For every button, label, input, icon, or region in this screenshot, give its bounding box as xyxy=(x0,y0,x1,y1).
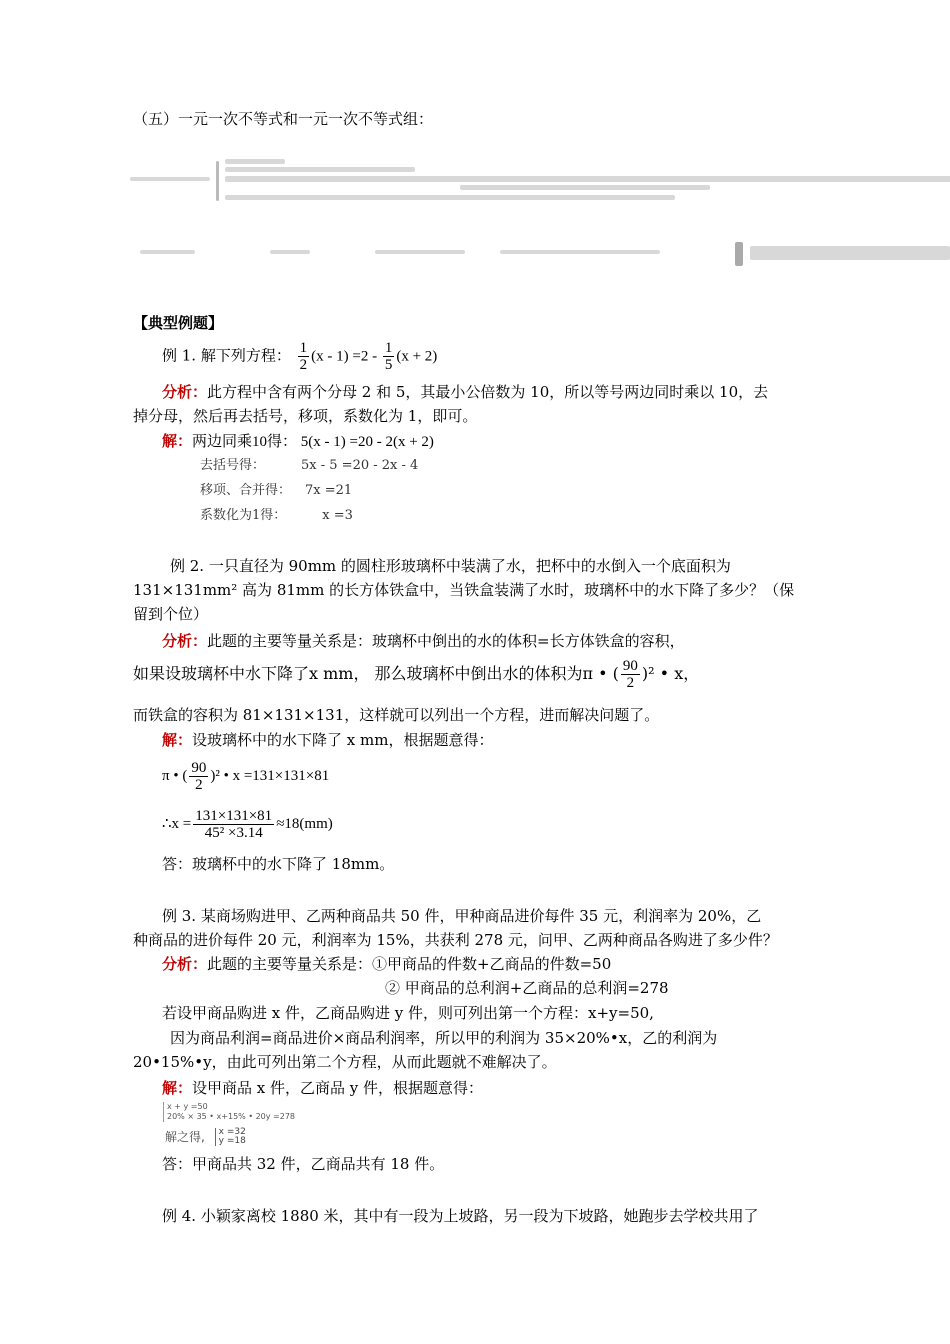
ex2-sol-label: 解： xyxy=(162,731,193,749)
ex3-answer: 答：甲商品共 32 件，乙商品共有 18 件。 xyxy=(162,1155,445,1173)
ex2-equation: π • ( $\frac{90}{2}$ )² • x =131×131×81 xyxy=(162,760,330,794)
ex1-analysis-text-2: 掉分母，然后再去括号，移项，系数化为 1，即可。 xyxy=(133,407,478,425)
ex2-result-frac: $\frac{131\times 131\times 81}{\text{45² ×3.14}}$ xyxy=(195,808,273,842)
ex2-analysis-frac: $\frac{90}{2}$ xyxy=(622,658,638,691)
ex2-analysis-3: 而铁盒的容积为 81×131×131，这样就可以列出一个方程，进而解决问题了。 xyxy=(133,706,660,724)
blurred-formula-strip xyxy=(130,238,950,270)
ex1-analysis-text-1: 此方程中含有两个分母 2 和 5，其最小公倍数为 10，所以等号两边同时乘以 10，去 xyxy=(207,383,769,401)
ex3-analysis-label: 分析： xyxy=(162,955,208,973)
ex1-eq-mid: (x - 1) =2 - xyxy=(311,348,381,365)
ex2-eq-frac: $\frac{90}{2}$ xyxy=(191,760,207,794)
ex2-analysis xyxy=(162,630,685,652)
ex3-line-2: 种商品的进价每件 20 元，利润率为 15%，共获利 278 元，问甲、乙两种商品各购进了多少件？ xyxy=(133,931,778,949)
ex3-line-1: 例 3. 某商场购进甲、乙两种商品共 50 件，甲种商品进价每件 35 元，利润率为 20%，乙 xyxy=(162,907,762,925)
ex1-analysis-label: 分析： xyxy=(162,383,208,401)
ex3-analysis-text-1: 此题的主要等量关系是：①甲商品的件数+乙商品的件数=50 xyxy=(207,955,612,973)
ex2-line-2: 131×131mm² 高为 81mm 的长方体铁盒中，当铁盒装满了水时，玻璃杯中的水下降了多少？（保 xyxy=(133,581,795,599)
ex3-sol-label: 解： xyxy=(162,1079,193,1097)
ex3-analysis-text-2: ② 甲商品的总利润+乙商品的总利润=278 xyxy=(385,979,669,997)
ex2-answer: 答：玻璃杯中的水下降了 18mm。 xyxy=(162,855,395,873)
typical-examples-heading: 【典型例题】 xyxy=(133,314,224,332)
ex3-analysis-text-3: 若设甲商品购进 x 件，乙商品购进 y 件，则可列出第一个方程：x+y=50, xyxy=(162,1004,654,1022)
ex2-sol-1: 设玻璃杯中的水下降了 x mm，根据题意得： xyxy=(192,731,494,749)
ex2-analysis-text-1: 此题的主要等量关系是：玻璃杯中倒出的水的体积=长方体铁盒的容积， xyxy=(207,632,685,650)
ex3-solution-system: 解之得, x =32 y =18 xyxy=(165,1127,246,1146)
ex1-problem xyxy=(162,340,437,373)
ex1-frac-1: $\frac{1}{2}$ xyxy=(299,340,308,373)
ex3-sol-1: 设甲商品 x 件，乙商品 y 件，根据题意得： xyxy=(192,1079,484,1097)
ex3-analysis-text-4: 因为商品利润=商品进价×商品利润率，所以甲的利润为 35×20%•x，乙的利润为 xyxy=(170,1029,718,1047)
ex2-result: ∴x = $\frac{131\times 131\times 81}{\text{45² ×3.14}}$ ≈18(mm) xyxy=(162,808,333,842)
ex1-sol-1: 两边同乘10得： 5(x - 1) =20 - 2(x + 2) xyxy=(192,434,434,450)
ex3-analysis xyxy=(162,953,611,975)
ex2-analysis-label: 分析： xyxy=(162,632,208,650)
ex2-line-3: 留到个位） xyxy=(133,605,209,623)
ex1-frac-2: $\frac{1}{5}$ xyxy=(384,340,393,373)
ex1-eq-tail: (x + 2) xyxy=(396,348,438,365)
ex1-step-2: 去括号得： 5x - 5 =20 - 2x - 4 xyxy=(200,458,419,473)
ex2-analysis-2: 如果设玻璃杯中水下降了x mm， 那么玻璃杯中倒出水的体积为π • ( $\frac{90}{2}$ )² • x， xyxy=(133,658,700,691)
ex4-line-1: 例 4. 小颖家离校 1880 米，其中有一段为上坡路，另一段为下坡路，她跑步去学校共用了 xyxy=(162,1207,759,1225)
ex1-step-3: 移项、合并得： 7x =21 xyxy=(200,483,353,498)
ex3-solution xyxy=(162,1077,483,1099)
ex1-sol-label: 解： xyxy=(162,432,193,450)
ex1-step-4: 系数化为1得： x =3 xyxy=(200,508,353,523)
ex2-solution xyxy=(162,729,493,751)
ex3-analysis-text-5: 20•15%•y，由此可列出第二个方程，从而此题就不难解决了。 xyxy=(133,1053,557,1071)
blurred-formula-image xyxy=(130,155,950,205)
ex1-analysis xyxy=(162,381,768,403)
ex1-label: 例 1. 解下列方程： xyxy=(162,346,291,365)
ex1-solution xyxy=(162,430,434,453)
ex3-equation-system: x + y =50 20% × 35 • x+15% • 20y =278 xyxy=(163,1102,295,1122)
section-title: （五）一元一次不等式和一元一次不等式组： xyxy=(133,110,434,128)
ex2-line-1: 例 2. 一只直径为 90mm 的圆柱形玻璃杯中装满了水，把杯中的水倒入一个底面积为 xyxy=(170,557,731,575)
